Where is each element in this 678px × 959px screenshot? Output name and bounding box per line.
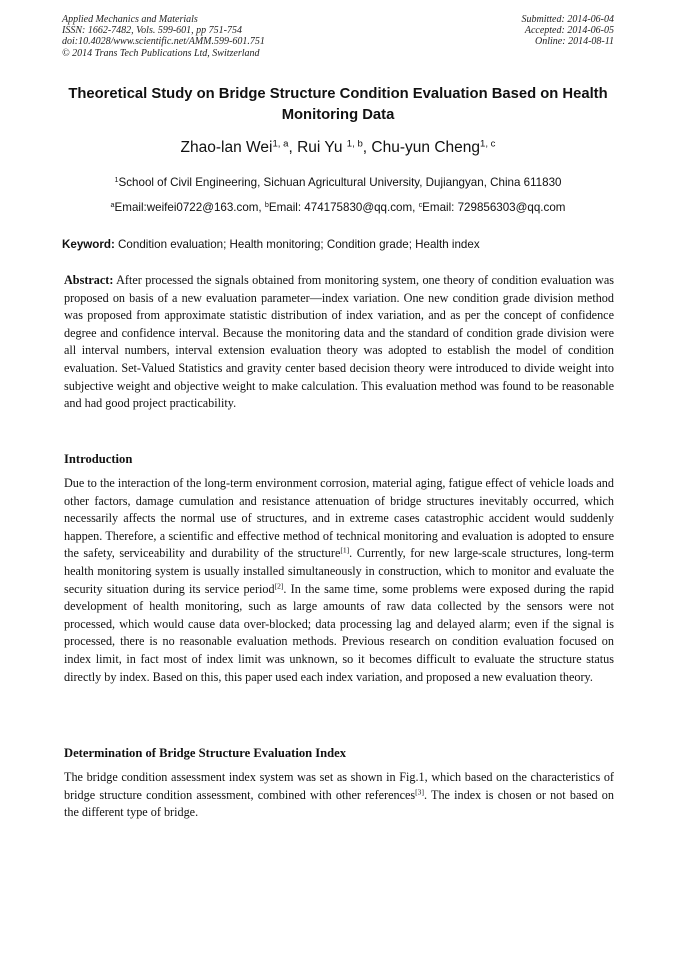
journal-header-right xyxy=(522,14,615,48)
abstract xyxy=(64,272,614,413)
abstract-text: After processed the signals obtained from monitoring system, one theory of condition evaluation was proposed on basis of a new evaluation parameter—index variation. One new condition grade division method was proposed from approximate statistic distribution of index variation, and as per the concept of confidence degree and confidence interval. Because the monitoring data and the standard of condition grade division were all interval numbers, interval extension evaluation theory was adopted to establish the model of condition evaluation. Set-Valued Statistics and gravity center based decision theory were introduced to divide weight into subjective weight and objective weight to make calculation. This evaluation method was found to be reasonable and had good project practicability. xyxy=(64,273,614,411)
journal-name: Applied Mechanics and Materials xyxy=(62,14,198,25)
email-text: Email: 474175830@qq.com, xyxy=(268,201,419,214)
doi-line: doi:10.4028/www.scientific.net/AMM.599-601.751 xyxy=(62,36,265,48)
keyword-label: Keyword: xyxy=(62,238,115,251)
keywords xyxy=(62,238,614,252)
paragraph-text: . In the same time, some problems were exposed during the rapid development of health monitoring, such as large amounts of raw data collected by the sensors were not processed, which would cause data over-blocked; data processing lag and delayed alarm; even if the signal is processed, there is no reasonable evaluation methods. Previous research on condition evaluation focused on index limit, in fact most of index limit was unknown, so it becomes difficult to evaluate the structure status directly by index. Based on this, this paper used each index variation, and proposed a new evaluation theory. xyxy=(64,581,614,684)
affiliation-text: School of Civil Engineering, Sichuan Agricultural University, Dujiangyan, China 611830 xyxy=(118,176,562,189)
citation-ref: [3] xyxy=(415,787,424,797)
affiliation-superscript: 1 xyxy=(114,175,119,185)
determination-paragraph xyxy=(64,769,614,822)
accepted-date: Accepted: 2014-06-05 xyxy=(524,25,614,37)
paragraph-text: The bridge condition assessment index system was set as shown in Fig.1, which based on the characteristics of bridge structure condition assessment, combined with other references xyxy=(64,770,614,802)
abstract-label: Abstract: xyxy=(64,273,114,287)
submitted-date: Submitted: 2014-06-04 xyxy=(521,14,614,25)
email-list xyxy=(62,201,614,215)
email-text: Email: 729856303@qq.com xyxy=(422,201,566,214)
author-superscript: 1, b xyxy=(346,138,363,150)
author-name: Zhao-lan Wei xyxy=(180,139,273,156)
email-text: Email:weifei0722@163.com, xyxy=(114,201,265,214)
author-name: Rui Yu xyxy=(297,139,343,156)
issn-line: ISSN: 1662-7482, Vols. 599-601, pp 751-754 xyxy=(62,25,242,37)
email-superscript: c xyxy=(418,200,423,210)
online-date: Online: 2014-08-11 xyxy=(535,36,614,48)
determination-heading: Determination of Bridge Structure Evaluation Index xyxy=(64,746,347,760)
introduction-paragraph xyxy=(64,475,614,686)
copyright-line: © 2014 Trans Tech Publications Ltd, Switzerland xyxy=(62,47,260,59)
author-superscript: 1, a xyxy=(272,138,289,150)
author-list: Zhao-lan Wei$^{1, a}$, Rui Yu $^{1, b}$, Chu-yun Cheng$^{1, c}$ xyxy=(180,138,496,156)
author-superscript: 1, c xyxy=(480,138,496,150)
introduction-heading: Introduction xyxy=(64,452,133,466)
paragraph-text: . The index is chosen or not based on the different type of bridge. xyxy=(64,787,614,820)
affiliation xyxy=(62,176,614,190)
journal-header-left xyxy=(62,14,265,59)
citation-ref: [2] xyxy=(274,581,284,591)
email-superscript: a xyxy=(110,200,115,210)
keyword-text: Condition evaluation; Health monitoring; Condition grade; Health index xyxy=(114,238,480,251)
paragraph-text: . Currently, for new large-scale structures, long-term health monitoring system is usually installed simultaneously in construction, which to monitor and evaluate the security situation during its service period xyxy=(64,546,614,596)
email-superscript: b xyxy=(264,200,269,210)
paper-title: Theoretical Study on Bridge Structure Condition Evaluation Based on Health Monitoring Data xyxy=(68,86,608,123)
author-name: Chu-yun Cheng xyxy=(371,139,480,156)
citation-ref: [1] xyxy=(340,545,350,555)
paragraph-text: Due to the interaction of the long-term environment corrosion, material aging, fatigue effect of vehicle loads and other factors, damage cumulation and resistance attenuation of bridge structures inevitably occurred, which necessarily affects the normal use of structures, and in extreme cases catastrophic accident would suddenly happen. Therefore, a scientific and effective method of technical monitoring and evaluation is adopted to ensure the safety, serviceability and durability of the structure xyxy=(64,476,614,561)
